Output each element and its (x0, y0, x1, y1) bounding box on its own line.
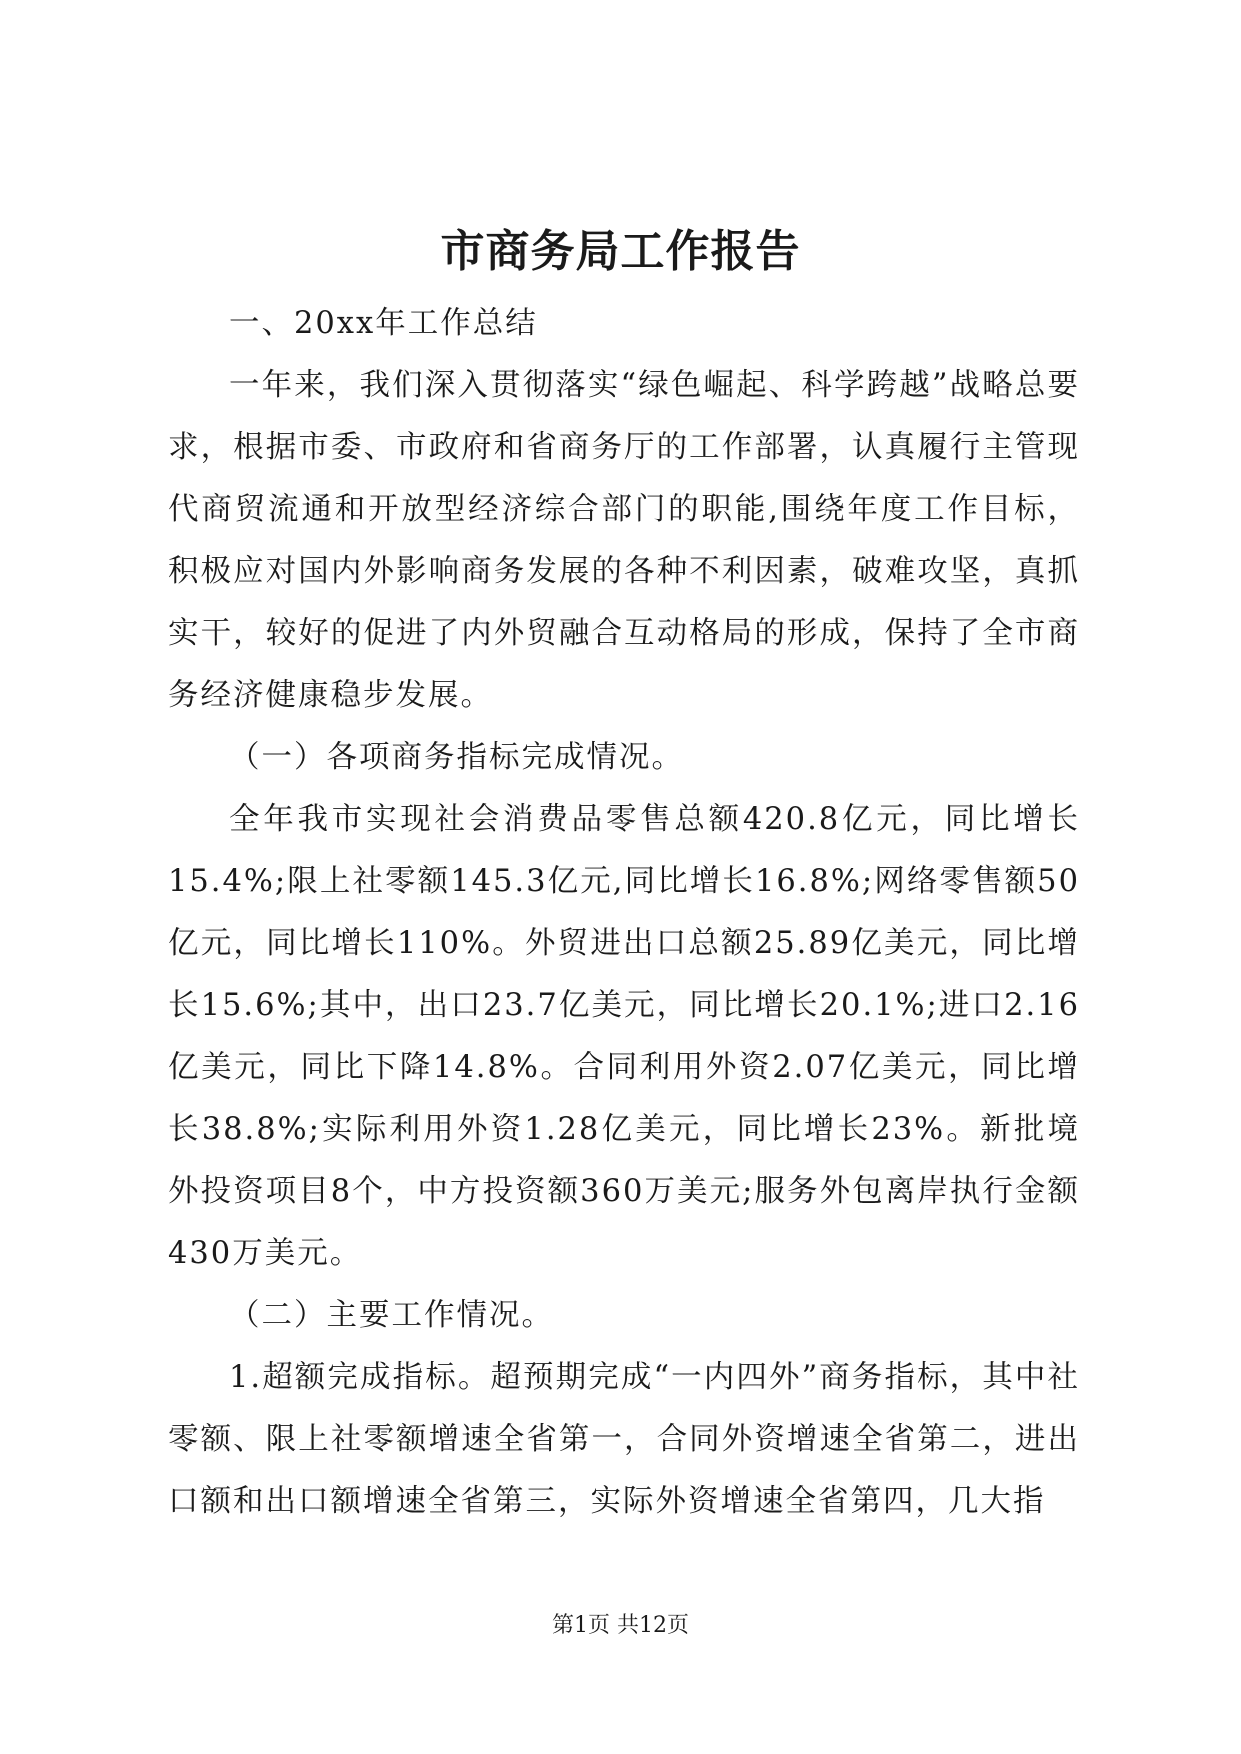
subsection-heading-indicators: （一）各项商务指标完成情况。 (229, 740, 684, 775)
paragraph-overview: 一年来，我们深入贯彻落实“绿色崛起、科学跨越”战略总要求，根据市委、市政府和省商务厅的工作部署，认真履行主管现代商贸流通和开放型经济综合部门的职能,围绕年度工作目标，积极应对国内外影响商务发展的各种不利因素，破难攻坚，真抓实干，较好的促进了内外贸融合互动格局的形成，保持了全市商务经济健康稳步发展。 (168, 368, 1080, 713)
document-title: 市商务局工作报告 (440, 226, 801, 277)
document-body (168, 293, 1080, 1533)
paragraph-indicators: 全年我市实现社会消费品零售总额420.8亿元，同比增长15.4%;限上社零额145.3亿元,同比增长16.8%;网络零售额50亿元，同比增长110%。外贸进出口总额25.89亿美元，同比增长15.6%;其中，出口23.7亿美元，同比增长20.1%;进口2.16亿美元，同比下降14.8%。合同利用外资2.07亿美元，同比增长38.8%;实际利用外资1.28亿美元，同比增长23%。新批境外投资项目8个，中方投资额360万美元;服务外包离岸执行金额430万美元。 (168, 802, 1080, 1271)
page-footer: 第1页 共12页 (552, 1613, 689, 1638)
section-heading-summary: 一、20xx年工作总结 (229, 306, 538, 341)
subsection-heading-main-work: （二）主要工作情况。 (229, 1298, 554, 1333)
paragraph-main-work-1: 1.超额完成指标。超预期完成“一内四外”商务指标，其中社零额、限上社零额增速全省第一，合同外资增速全省第二，进出口额和出口额增速全省第三，实际外资增速全省第四，几大指 (168, 1360, 1080, 1519)
